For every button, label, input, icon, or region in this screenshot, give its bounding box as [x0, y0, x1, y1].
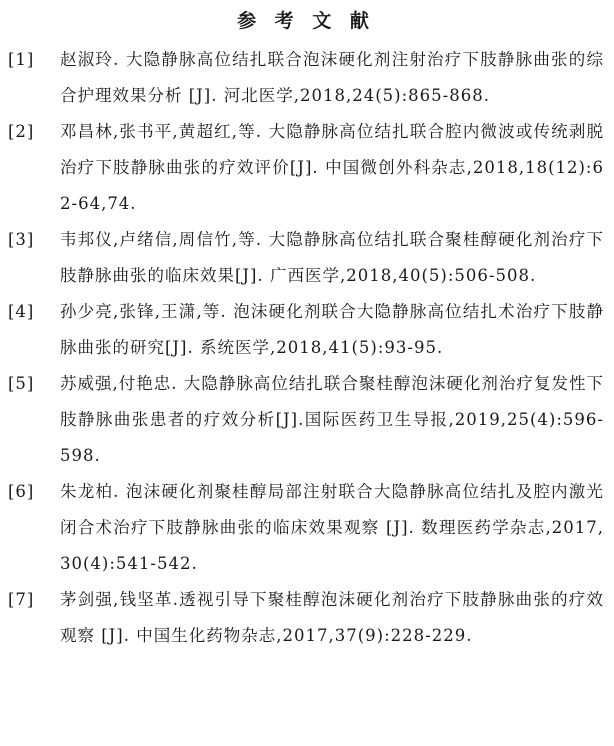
references-title: 参 考 文 献: [237, 10, 375, 32]
reference-item: [8, 582, 604, 654]
reference-text: 茅剑强,钱坚革.透视引导下聚桂醇泡沫硬化剂治疗下肢静脉曲张的疗效观察 [J]. 中国生化药物杂志,2017,37(9):228-229.: [60, 590, 604, 645]
reference-item: [8, 222, 604, 294]
reference-item: [8, 366, 604, 474]
reference-number: [2]: [8, 122, 35, 141]
reference-text: 赵淑玲. 大隐静脉高位结扎联合泡沫硬化剂注射治疗下肢静脉曲张的综合护理效果分析 [J]. 河北医学,2018,24(5):865-868.: [60, 50, 604, 105]
reference-number: [1]: [8, 50, 35, 69]
reference-list: [8, 42, 604, 654]
reference-text: 邓昌林,张书平,黄超红,等. 大隐静脉高位结扎联合腔内微波或传统剥脱治疗下肢静脉曲张的疗效评价[J]. 中国微创外科杂志,2018,18(12):62-64,74.: [60, 122, 604, 213]
reference-number: [6]: [8, 482, 35, 501]
reference-number: [5]: [8, 374, 35, 393]
reference-text: 韦邦仪,卢绪信,周信竹,等. 大隐静脉高位结扎联合聚桂醇硬化剂治疗下肢静脉曲张的临床效果[J]. 广西医学,2018,40(5):506-508.: [60, 230, 604, 285]
reference-text: 苏威强,付艳忠. 大隐静脉高位结扎联合聚桂醇泡沫硬化剂治疗复发性下肢静脉曲张患者的疗效分析[J].国际医药卫生导报,2019,25(4):596-598.: [60, 374, 604, 465]
reference-item: [8, 114, 604, 222]
reference-number: [4]: [8, 302, 35, 321]
reference-text: 朱龙柏. 泡沫硬化剂聚桂醇局部注射联合大隐静脉高位结扎及腔内激光闭合术治疗下肢静脉曲张的临床效果观察 [J]. 数理医药学杂志,2017,30(4):541-542.: [60, 482, 604, 573]
reference-item: [8, 42, 604, 114]
reference-item: [8, 294, 604, 366]
reference-number: [3]: [8, 230, 35, 249]
reference-number: [7]: [8, 590, 35, 609]
reference-item: [8, 474, 604, 582]
reference-text: 孙少亮,张锋,王潇,等. 泡沫硬化剂联合大隐静脉高位结扎术治疗下肢静脉曲张的研究[J]. 系统医学,2018,41(5):93-95.: [60, 302, 604, 357]
